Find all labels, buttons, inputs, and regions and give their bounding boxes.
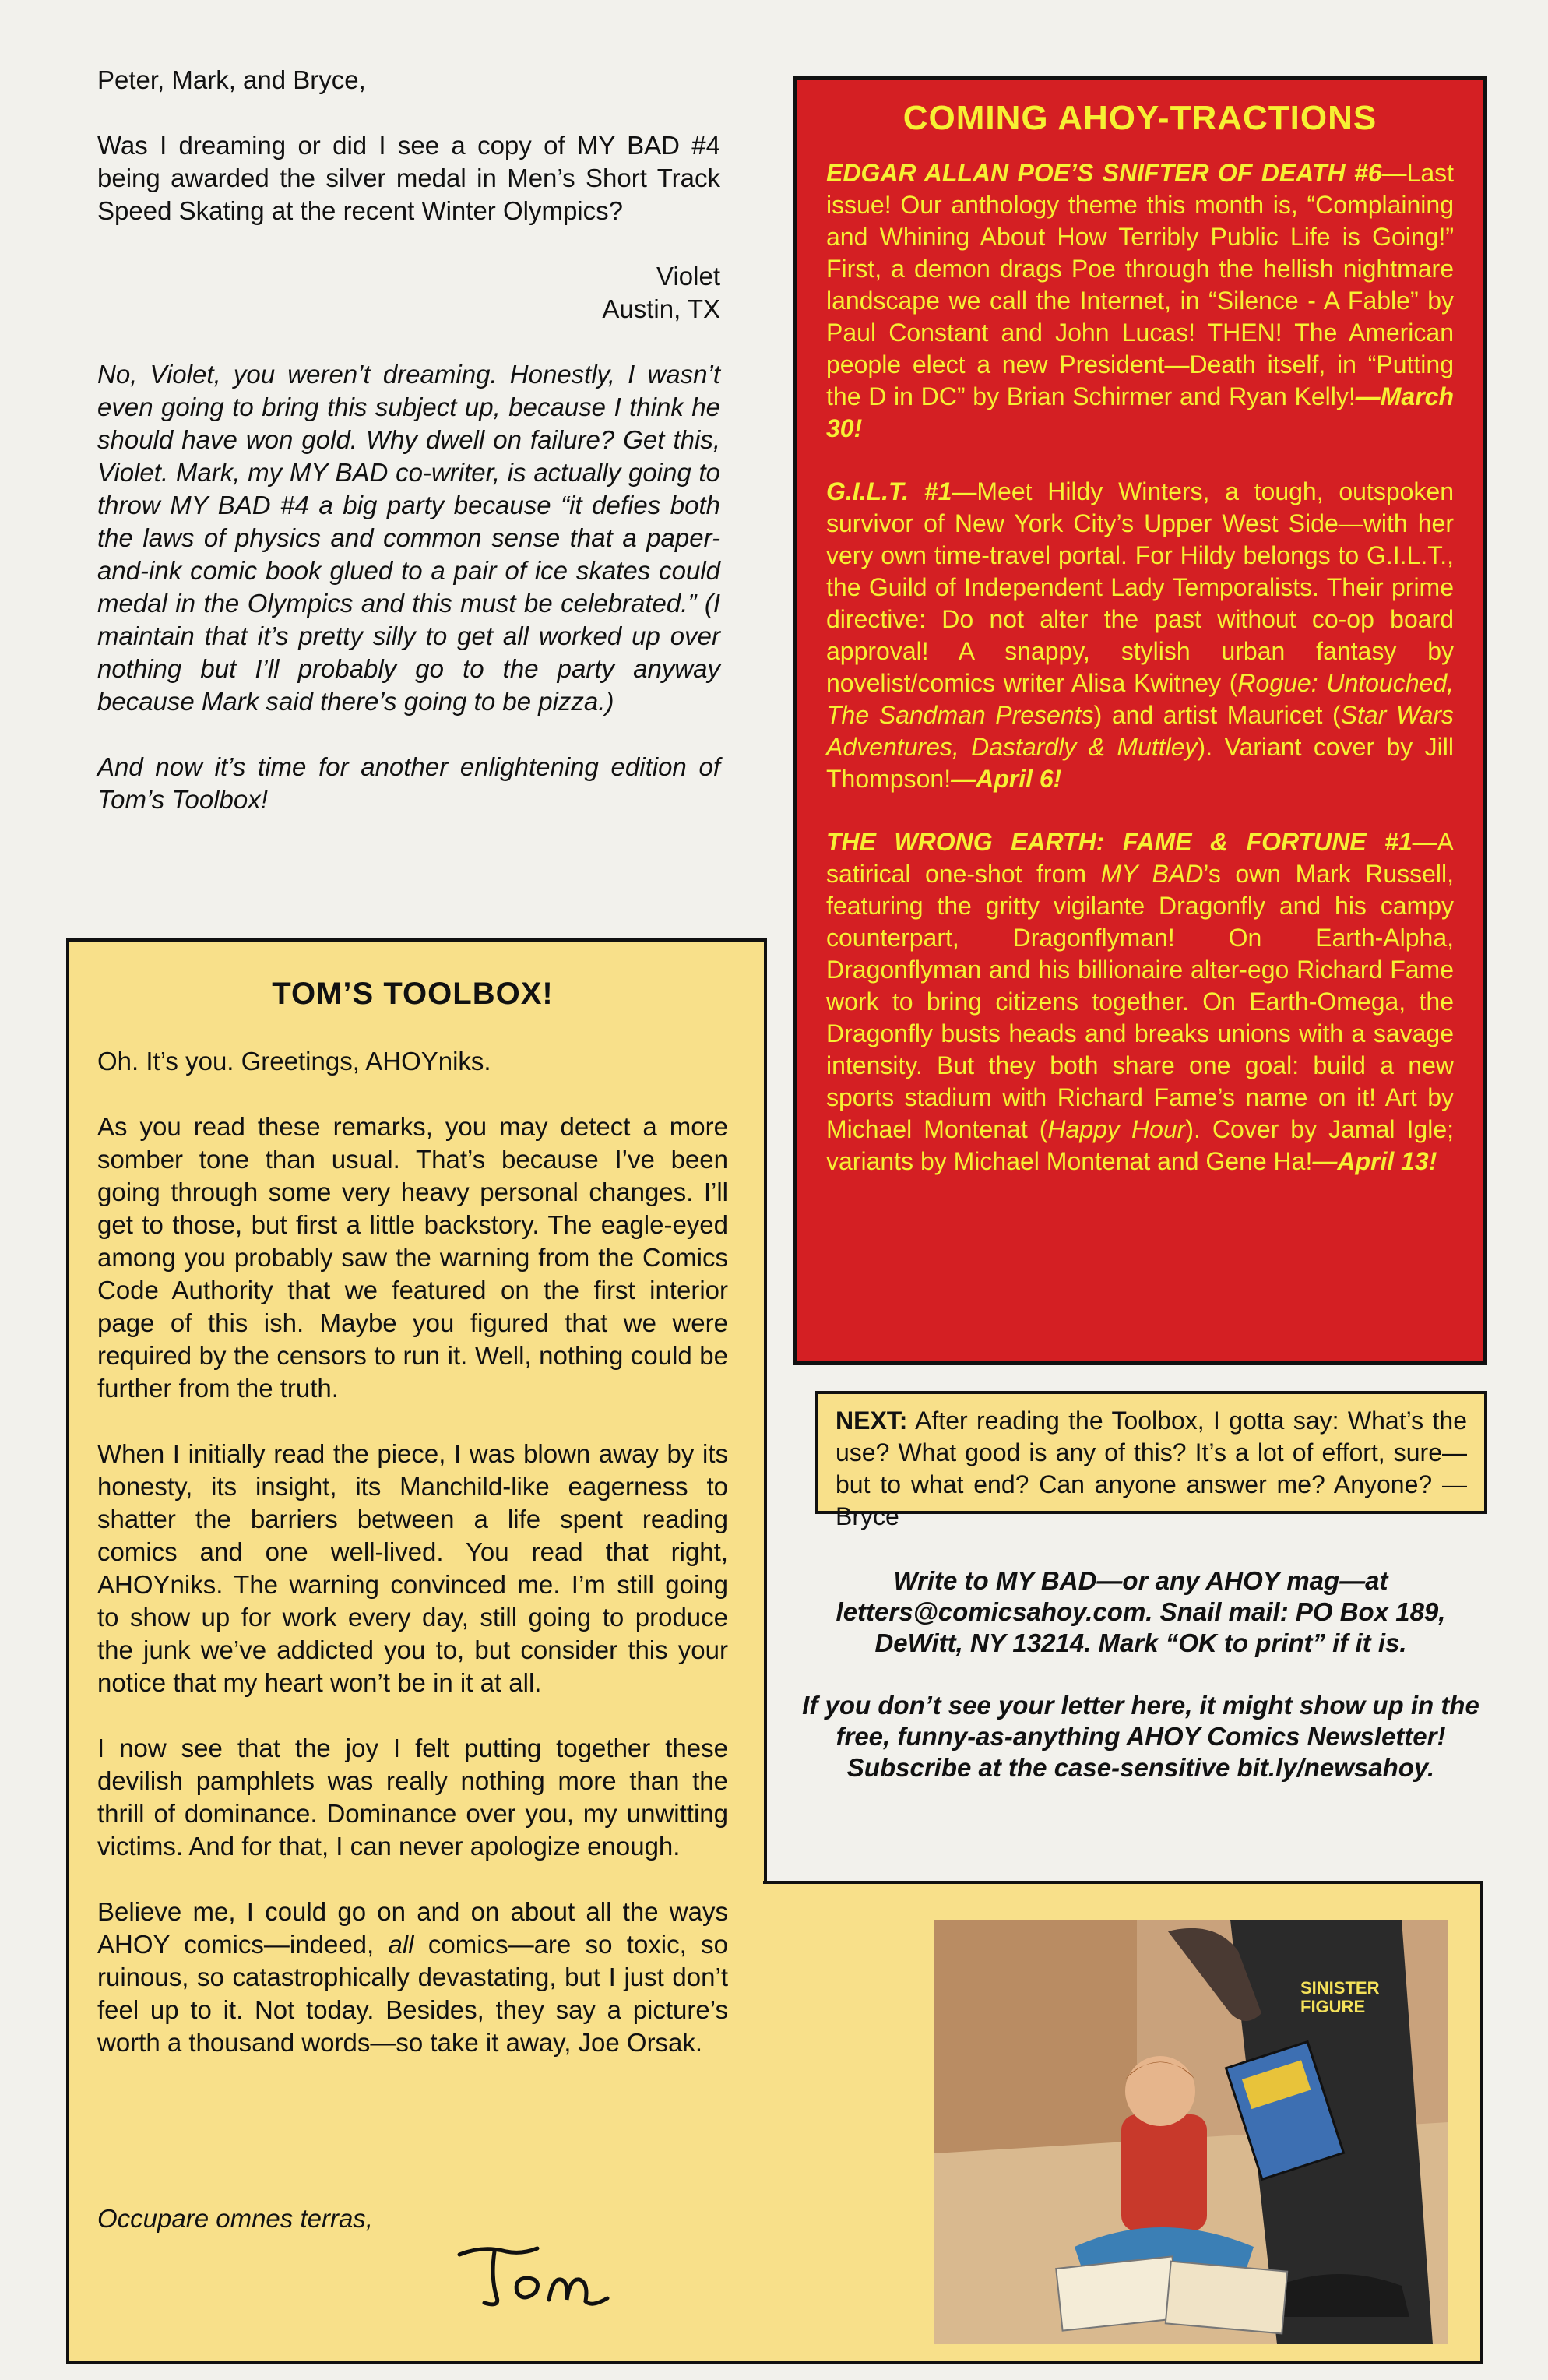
letter-body: Was I dreaming or did I see a copy of MY BAD #4 being awarded the silver medal in Men’s Short Track Speed Skating at the recent Winter Olympics? xyxy=(97,131,720,225)
toolbox-paragraph: Oh. It’s you. Greetings, AHOYniks. xyxy=(97,1047,491,1076)
panel-joint xyxy=(762,1884,769,2361)
attraction-item xyxy=(826,476,1454,795)
toolbox-paragraph: As you read these remarks, you may detect a more somber tone than usual. That’s because I’ve been going through some very heavy personal changes. I’ll get to those, but first a little backstory. The eagle-eyed among you probably saw the warning from the Comics Code Authority that we featured on the first interior page of this ish. Maybe you figured that we were required by the censors to run it. Well, nothing could be further from the truth. xyxy=(97,1112,728,1403)
letter-transition: And now it’s time for another enlightening edition of Tom’s Toolbox! xyxy=(97,752,720,814)
write-in-info xyxy=(802,1565,1479,1815)
item-heading: THE WRONG EARTH: FAME & FORTUNE #1 xyxy=(826,828,1413,856)
item-date: —April 13! xyxy=(1312,1147,1437,1175)
item-heading: EDGAR ALLAN POE’S SNIFTER OF DEATH #6 xyxy=(826,159,1382,187)
letter-reply: No, Violet, you weren’t dreaming. Honestly, I wasn’t even going to bring this subject up, because I think he should have won gold. Why dwell on failure? Get this, Violet. Mark, my MY BAD co-writer, is actually going to throw MY BAD #4 a big party because “it defies both the laws of physics and common sense that a paper-and-ink comic book glued to a pair of ice skates could medal in the Olympics and this must be celebrated.” (I maintain that it’s pretty silly to get all worked up over nothing but I’ll probably go to the party anyway because Mark said there’s going to be pizza.) xyxy=(97,360,720,716)
item-titles: Star Wars Adventures, Dastardly & Muttley xyxy=(826,701,1455,761)
item-body: —Meet Hildy Winters, a tough, outspoken survivor of New York City’s Upper West Side—with her very own time-travel portal. For Hildy belongs to G.I.L.T., the Guild of Independent Lady Temporalists. Their prime directive: Do not alter the past without co-op board approval! A snappy, stylish urban fantasy by novelist/comics writer Alisa Kwitney ( xyxy=(826,477,1455,697)
toolbox-closing: Occupare omnes terras, xyxy=(97,2204,373,2233)
child-head-shape xyxy=(1125,2056,1195,2126)
child-reading-comics-illustration xyxy=(934,1920,1448,2344)
toolbox-content xyxy=(97,977,728,2092)
item-date: —March 30! xyxy=(826,382,1454,442)
item-titles: MY BAD xyxy=(1100,860,1204,888)
write-in-address: Write to MY BAD—or any AHOY mag—at letters@comicsahoy.com. Snail mail: PO Box 189, DeWitt, NY 13214. Mark “OK to print” if it is. xyxy=(836,1566,1446,1657)
attraction-item xyxy=(826,826,1454,1178)
reader-letter xyxy=(97,64,720,849)
toolbox-title: TOM’S TOOLBOX! xyxy=(272,977,554,1011)
letter-salutation: Peter, Mark, and Bryce, xyxy=(97,65,366,94)
art-caption: SINISTER FIGURE xyxy=(1300,1978,1380,2016)
item-date: —April 6! xyxy=(951,765,1062,793)
child-shirt-shape xyxy=(1121,2114,1207,2231)
signature-name: Violet xyxy=(656,262,720,290)
attraction-item xyxy=(826,157,1454,445)
text-run: comics—are so toxic, so ruinous, so catastrophically devastating, but I just don’t feel up to it. Not today. Besides, they say a picture’s worth a thousand words—so take it away, Joe Orsak. xyxy=(97,1930,728,2057)
item-titles: Rogue: Untouched, The Sandman Presents xyxy=(826,669,1454,729)
item-body: —A satirical one-shot from xyxy=(826,828,1454,888)
next-label: NEXT: xyxy=(836,1407,908,1435)
item-body: —Last issue! Our anthology theme this month is, “Complaining and Whining About How Terribly Public Life is Going!” First, a demon drags Poe through the hellish nightmare landscape we call the Internet, in “Silence - A Fable” by Paul Constant and John Lucas! THEN! The American people elect a new President—Death itself, in “Putting the D in DC” by Brian Schirmer and Ryan Kelly! xyxy=(826,159,1454,410)
tom-signature xyxy=(452,2231,639,2321)
toolbox-paragraph: When I initially read the piece, I was blown away by its honesty, its insight, its Manchild-like eagerness to shatter the barriers between a life spent reading comics and one well-lived. You read that right, AHOYniks. The warning convinced me. I’m still going to show up for work every day, still going to produce the junk we’ve addicted you to, but consider this your notice that my heart won’t be in it at all. xyxy=(97,1439,728,1697)
item-heading: G.I.L.T. #1 xyxy=(826,477,952,505)
attractions-title: COMING AHOY-TRACTIONS xyxy=(902,99,1377,137)
toolbox-paragraph xyxy=(97,1896,728,2059)
coming-attractions-panel xyxy=(793,76,1487,1365)
signature-place: Austin, TX xyxy=(602,294,720,323)
emphasis: all xyxy=(388,1930,414,1959)
letter-signature xyxy=(97,260,720,326)
item-body: ’s own Mark Russell, featuring the gritty vigilante Dragonfly and his campy counterpart, Dragonflyman! On Earth-Alpha, Dragonflyman and his billionaire alter-ego Richard Fame work to bring citizens together. On Earth-Omega, the Dragonfly busts heads and breaks unions with a savage intensity. But they both share one goal: build a new sports stadium with Richard Fame’s name on it! Art by Michael Montenat ( xyxy=(826,860,1455,1143)
item-titles: Happy Hour xyxy=(1047,1115,1186,1143)
toolbox-paragraph: I now see that the joy I felt putting together these devilish pamphlets was really nothing more than the thrill of dominance. Dominance over you, my unwitting victims. And for that, I can never apologize enough. xyxy=(97,1734,728,1861)
item-body: ). Variant cover by Jill Thompson! xyxy=(826,733,1455,793)
text-run: Believe me, I could go on and on about all the ways AHOY comics—indeed, xyxy=(97,1897,728,1959)
newsletter-note: If you don’t see your letter here, it might show up in the free, funny-as-anything AHOY Comics Newsletter! Subscribe at the case-sensitive bit.ly/newsahoy. xyxy=(802,1691,1479,1782)
illustration xyxy=(934,1920,1448,2344)
item-body: ). Cover by Jamal Igle; variants by Michael Montenat and Gene Ha! xyxy=(826,1115,1455,1175)
next-issue-box xyxy=(815,1391,1487,1530)
signature-scribble-icon xyxy=(452,2231,639,2317)
next-text: After reading the Toolbox, I gotta say: What’s the use? What good is any of this? It’s a lot of effort, sure—but to what end? Can anyone answer me? Anyone? —Bryce xyxy=(836,1407,1467,1530)
item-body: ) and artist Mauricet ( xyxy=(1093,701,1341,729)
